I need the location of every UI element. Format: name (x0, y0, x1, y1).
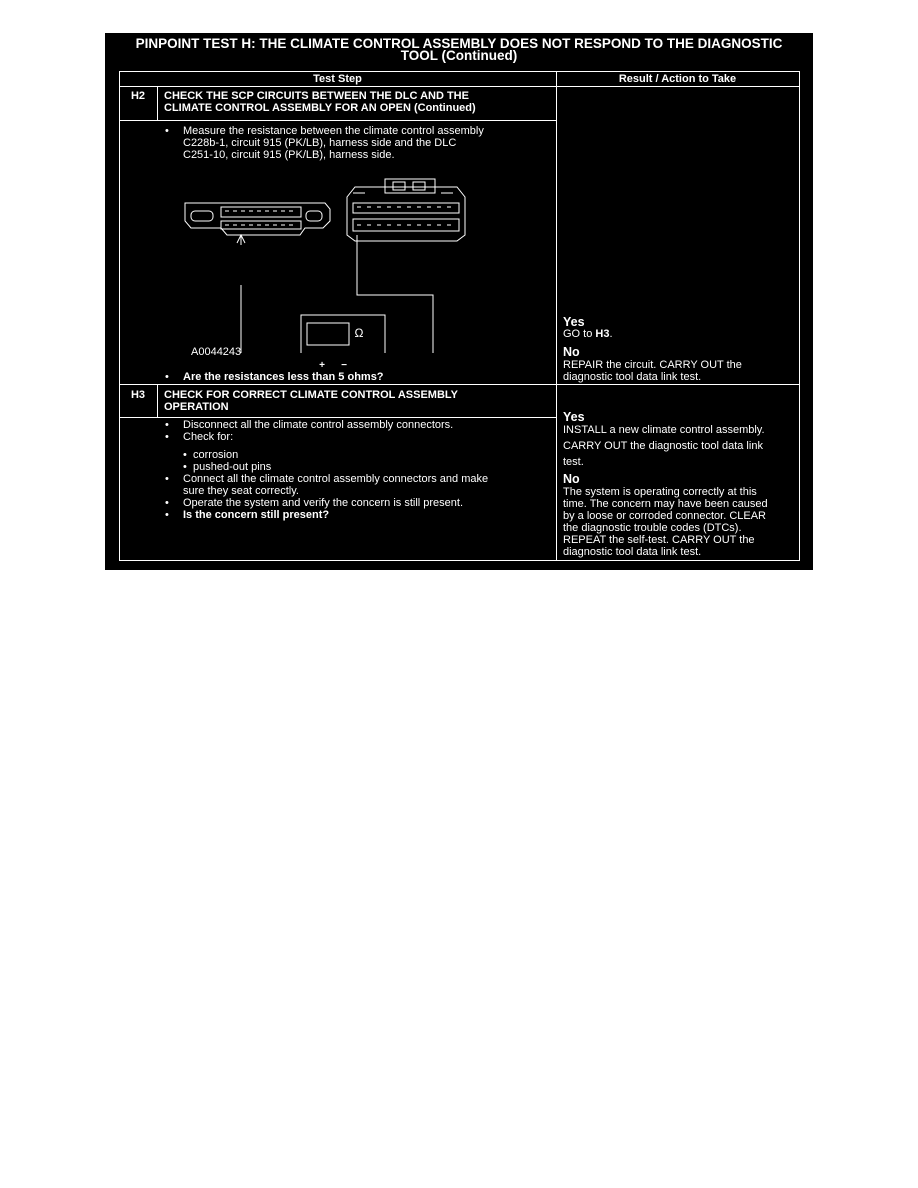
h2-heading-border (119, 120, 556, 121)
meter-minus-terminal: − (341, 360, 347, 371)
bullet: • (165, 431, 169, 443)
h3-question: Is the concern still present? (183, 509, 330, 521)
figure-id: A0044243 (191, 346, 242, 358)
table-bottom-border (119, 560, 800, 561)
bullet: • (165, 473, 169, 485)
climate-control-connector-illustration (347, 179, 465, 241)
ohm-symbol: Ω (354, 326, 364, 340)
dlc-connector-illustration (185, 203, 330, 235)
h3-no-line-6: diagnostic tool data link test. (563, 546, 702, 558)
h2-yes-label: Yes (563, 315, 585, 329)
h3-heading-line-1: CHECK FOR CORRECT CLIMATE CONTROL ASSEMBLY (164, 389, 458, 401)
h2-no-line-1: REPAIR the circuit. CARRY OUT the (563, 359, 742, 371)
bullet: • (165, 509, 169, 521)
h3-item-3-line-1: Connect all the climate control assembly connectors and make (183, 473, 489, 485)
h3-sub-item-2: pushed-out pins (193, 461, 272, 473)
h3-yes-label: Yes (563, 410, 585, 424)
h2-no-line-2: diagnostic tool data link test. (563, 371, 702, 383)
h2-no-label: No (563, 345, 580, 359)
table-top-border (119, 71, 800, 72)
meter-connection-diagram (175, 173, 475, 353)
h3-item-2: Check for: (183, 431, 234, 443)
bullet: • (165, 125, 169, 137)
h2-step-line-2: C228b-1, circuit 915 (PK/LB), harness side and the DLC (183, 137, 457, 149)
h3-id-divider (157, 384, 158, 417)
h2-step-line-1: Measure the resistance between the climate control assembly (183, 125, 484, 137)
h3-heading-border (119, 417, 556, 418)
h2-heading-line-1: CHECK THE SCP CIRCUITS BETWEEN THE DLC AND THE (164, 90, 469, 102)
bullet: • (165, 371, 169, 383)
column-header-result: Result / Action to Take (618, 73, 737, 85)
column-divider (556, 71, 557, 561)
h3-item-4: Operate the system and verify the concern is still present. (183, 497, 464, 509)
h3-sub-item-1: corrosion (193, 449, 239, 461)
h3-heading-line-2: OPERATION (164, 401, 229, 413)
h2-step-line-3: C251-10, circuit 915 (PK/LB), harness side. (183, 149, 395, 161)
bullet: • (165, 419, 169, 431)
header-bottom-border (119, 86, 800, 87)
column-header-test-step: Test Step (313, 73, 362, 85)
pinpoint-test-sheet (105, 33, 813, 570)
h2-row-border (119, 384, 800, 385)
step-id-h2: H2 (130, 90, 146, 102)
h2-heading-line-2: CLIMATE CONTROL ASSEMBLY FOR AN OPEN (Continued) (164, 102, 476, 114)
h3-no-line-2: time. The concern may have been caused (563, 498, 768, 510)
meter-test-leads (237, 235, 433, 353)
h3-yes-line-3: test. (563, 456, 584, 468)
meter-plus-terminal: + (319, 360, 325, 371)
h2-question: Are the resistances less than 5 ohms? (183, 371, 384, 383)
h3-no-line-5: REPEAT the self-test. CARRY OUT the (563, 534, 755, 546)
h3-item-3-line-2: sure they seat correctly. (183, 485, 299, 497)
h3-no-line-3: by a loose or corroded connector. CLEAR (563, 510, 767, 522)
h2-yes-text: GO to H3. (563, 328, 613, 340)
h3-yes-line-2: CARRY OUT the diagnostic tool data link (563, 440, 763, 452)
title-line-1: PINPOINT TEST H: THE CLIMATE CONTROL ASSEMBLY DOES NOT RESPOND TO THE DIAGNOSTIC (135, 36, 783, 51)
h3-no-label: No (563, 472, 580, 486)
sub-bullet: • (183, 449, 187, 461)
page-title (105, 38, 813, 62)
step-id-h3: H3 (130, 389, 146, 401)
sub-bullet: • (183, 461, 187, 473)
h3-item-1: Disconnect all the climate control assembly connectors. (183, 419, 454, 431)
h2-id-divider (157, 86, 158, 120)
bullet: • (165, 497, 169, 509)
title-line-2: TOOL (Continued) (400, 48, 518, 63)
h3-yes-line-1: INSTALL a new climate control assembly. (563, 424, 765, 436)
table-right-border (799, 71, 800, 561)
table-left-border (119, 71, 120, 561)
h3-no-line-4: the diagnostic trouble codes (DTCs). (563, 522, 742, 534)
h3-no-line-1: The system is operating correctly at this (563, 486, 757, 498)
